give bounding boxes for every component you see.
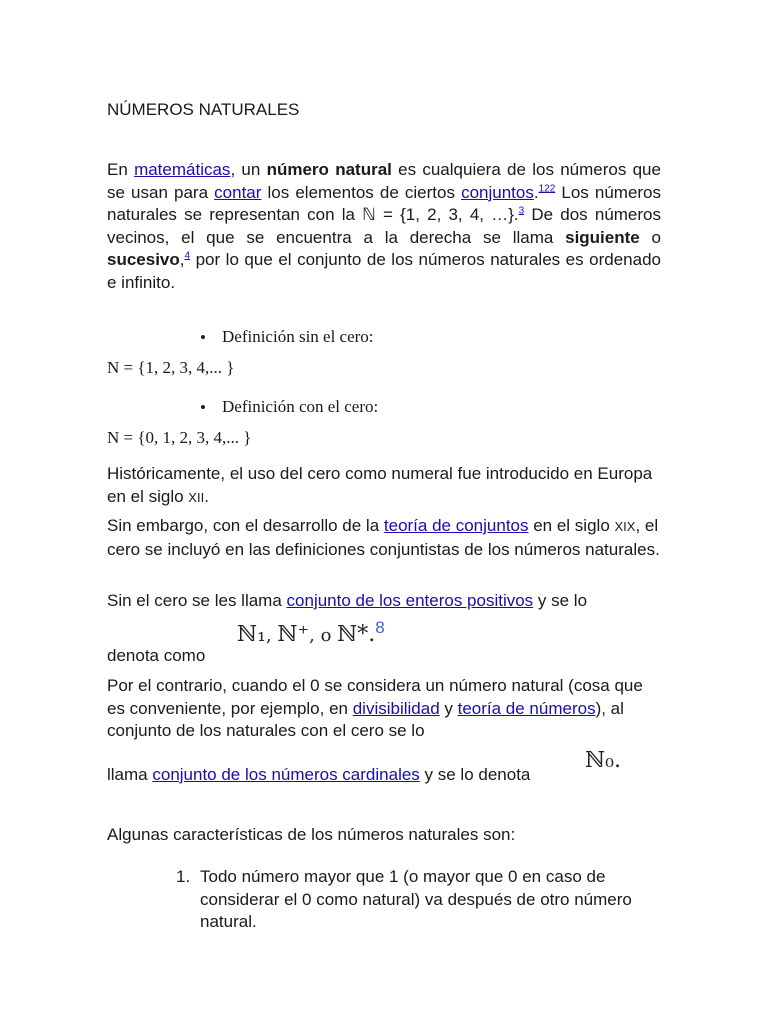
sin-embargo-paragraph bbox=[107, 515, 667, 561]
definition-label: Definición con el cero: bbox=[222, 397, 379, 416]
link-contar[interactable]: contar bbox=[214, 182, 262, 202]
paragraph-text: Por el contrario, cuando el 0 se considera un número natural (cosa que es conveniente, por ejemplo, en bbox=[107, 676, 643, 718]
historical-text: Históricamente, el uso del cero como numeral fue introducido en Europa en el siglo bbox=[107, 464, 653, 506]
link-enteros-positivos[interactable]: conjunto de los enteros positivos bbox=[286, 591, 534, 610]
link-conjuntos[interactable]: conjuntos bbox=[461, 182, 534, 202]
ref-8[interactable]: 8 bbox=[375, 618, 385, 637]
link-teoria-de-conjuntos[interactable]: teoría de conjuntos bbox=[383, 516, 529, 535]
ref-1[interactable]: 1 bbox=[538, 182, 545, 194]
intro-text: Los números naturales se representan con la bbox=[107, 182, 662, 224]
math-nstar: ℕ* bbox=[337, 622, 369, 647]
paragraph-text: llama bbox=[107, 765, 153, 784]
math-sep: . bbox=[368, 622, 376, 647]
intro-text: o bbox=[639, 227, 661, 247]
page-title: NÚMEROS NATURALES bbox=[107, 100, 300, 119]
math-sep: . bbox=[613, 748, 621, 773]
link-teoria-de-numeros[interactable]: teoría de números bbox=[457, 698, 596, 718]
list-item: Todo número mayor que 1 (o mayor que 0 en caso de considerar el 0 como natural) va después de otro número natural. bbox=[200, 867, 632, 931]
link-numeros-cardinales[interactable]: conjunto de los números cardinales bbox=[152, 765, 420, 784]
paragraph-text: en el siglo bbox=[528, 516, 615, 535]
term-sucesivo: sucesivo bbox=[107, 250, 180, 269]
list-marker: 1. bbox=[176, 867, 191, 886]
paragraph-text: , el cero se incluyó en las definiciones conjuntistas de los números naturales. bbox=[107, 516, 660, 559]
math-positive-integers bbox=[237, 618, 385, 647]
intro-text: , bbox=[179, 250, 185, 269]
llama-line bbox=[107, 764, 530, 787]
caracteristicas-intro: Algunas características de los números naturales son: bbox=[107, 825, 516, 844]
century-xii: XII bbox=[188, 489, 205, 505]
math-sep: , o bbox=[309, 625, 338, 646]
paragraph-text: ), al conjunto de los naturales con el cero se lo bbox=[107, 698, 624, 740]
math-n0: ℕ₀ bbox=[585, 748, 614, 773]
intro-text: En bbox=[107, 160, 135, 179]
term-numero-natural: número natural bbox=[266, 160, 392, 179]
intro-text: los elementos de ciertos bbox=[261, 182, 462, 202]
intro-paragraph bbox=[107, 159, 661, 294]
link-matematicas[interactable]: matemáticas bbox=[134, 160, 231, 179]
intro-text: por lo que el conjunto de los números naturales es ordenado e infinito. bbox=[107, 250, 661, 292]
paragraph-text: Sin el cero se les llama bbox=[107, 591, 287, 610]
century-xix: XIX bbox=[614, 519, 636, 534]
paragraph-text: y bbox=[439, 698, 458, 718]
math-nplus: ℕ⁺ bbox=[277, 622, 310, 647]
term-siguiente: siguiente bbox=[565, 227, 640, 247]
bullet-dot: • bbox=[200, 398, 206, 417]
intro-text: es cualquiera de los números que se usan para bbox=[107, 160, 661, 202]
ref-4[interactable]: 4 bbox=[184, 250, 191, 262]
ref-2[interactable]: 2 bbox=[544, 182, 550, 194]
paragraph-text: Sin embargo, con el desarrollo de la bbox=[107, 516, 384, 535]
natural-set: ℕ = {1, 2, 3, 4, …}. bbox=[362, 205, 519, 224]
ref-2b[interactable]: 2 bbox=[549, 182, 556, 194]
definition-label: Definición sin el cero: bbox=[222, 327, 374, 346]
intro-text: De dos números vecinos, el que se encuentra a la derecha se llama bbox=[107, 205, 662, 247]
historical-text: . bbox=[204, 486, 209, 506]
math-sep: , bbox=[265, 625, 278, 646]
por-el-contrario-paragraph bbox=[107, 675, 661, 743]
denota-como-text: denota como bbox=[107, 646, 206, 665]
bullet-dot: • bbox=[200, 328, 206, 347]
ref-3[interactable]: 3 bbox=[518, 205, 525, 217]
intro-text: , un bbox=[230, 160, 267, 179]
math-cardinals bbox=[585, 748, 621, 773]
historical-paragraph bbox=[107, 463, 667, 509]
math-n1: ℕ₁ bbox=[237, 622, 266, 647]
intro-text: . bbox=[533, 182, 539, 202]
paragraph-text: y se lo denota bbox=[419, 765, 531, 784]
sin-el-cero-line bbox=[107, 590, 587, 613]
definition-set: N = {0, 1, 2, 3, 4,... } bbox=[107, 428, 252, 447]
paragraph-text: y se lo bbox=[533, 591, 588, 610]
definition-set: N = {1, 2, 3, 4,... } bbox=[107, 358, 235, 377]
link-divisibilidad[interactable]: divisibilidad bbox=[352, 698, 440, 718]
